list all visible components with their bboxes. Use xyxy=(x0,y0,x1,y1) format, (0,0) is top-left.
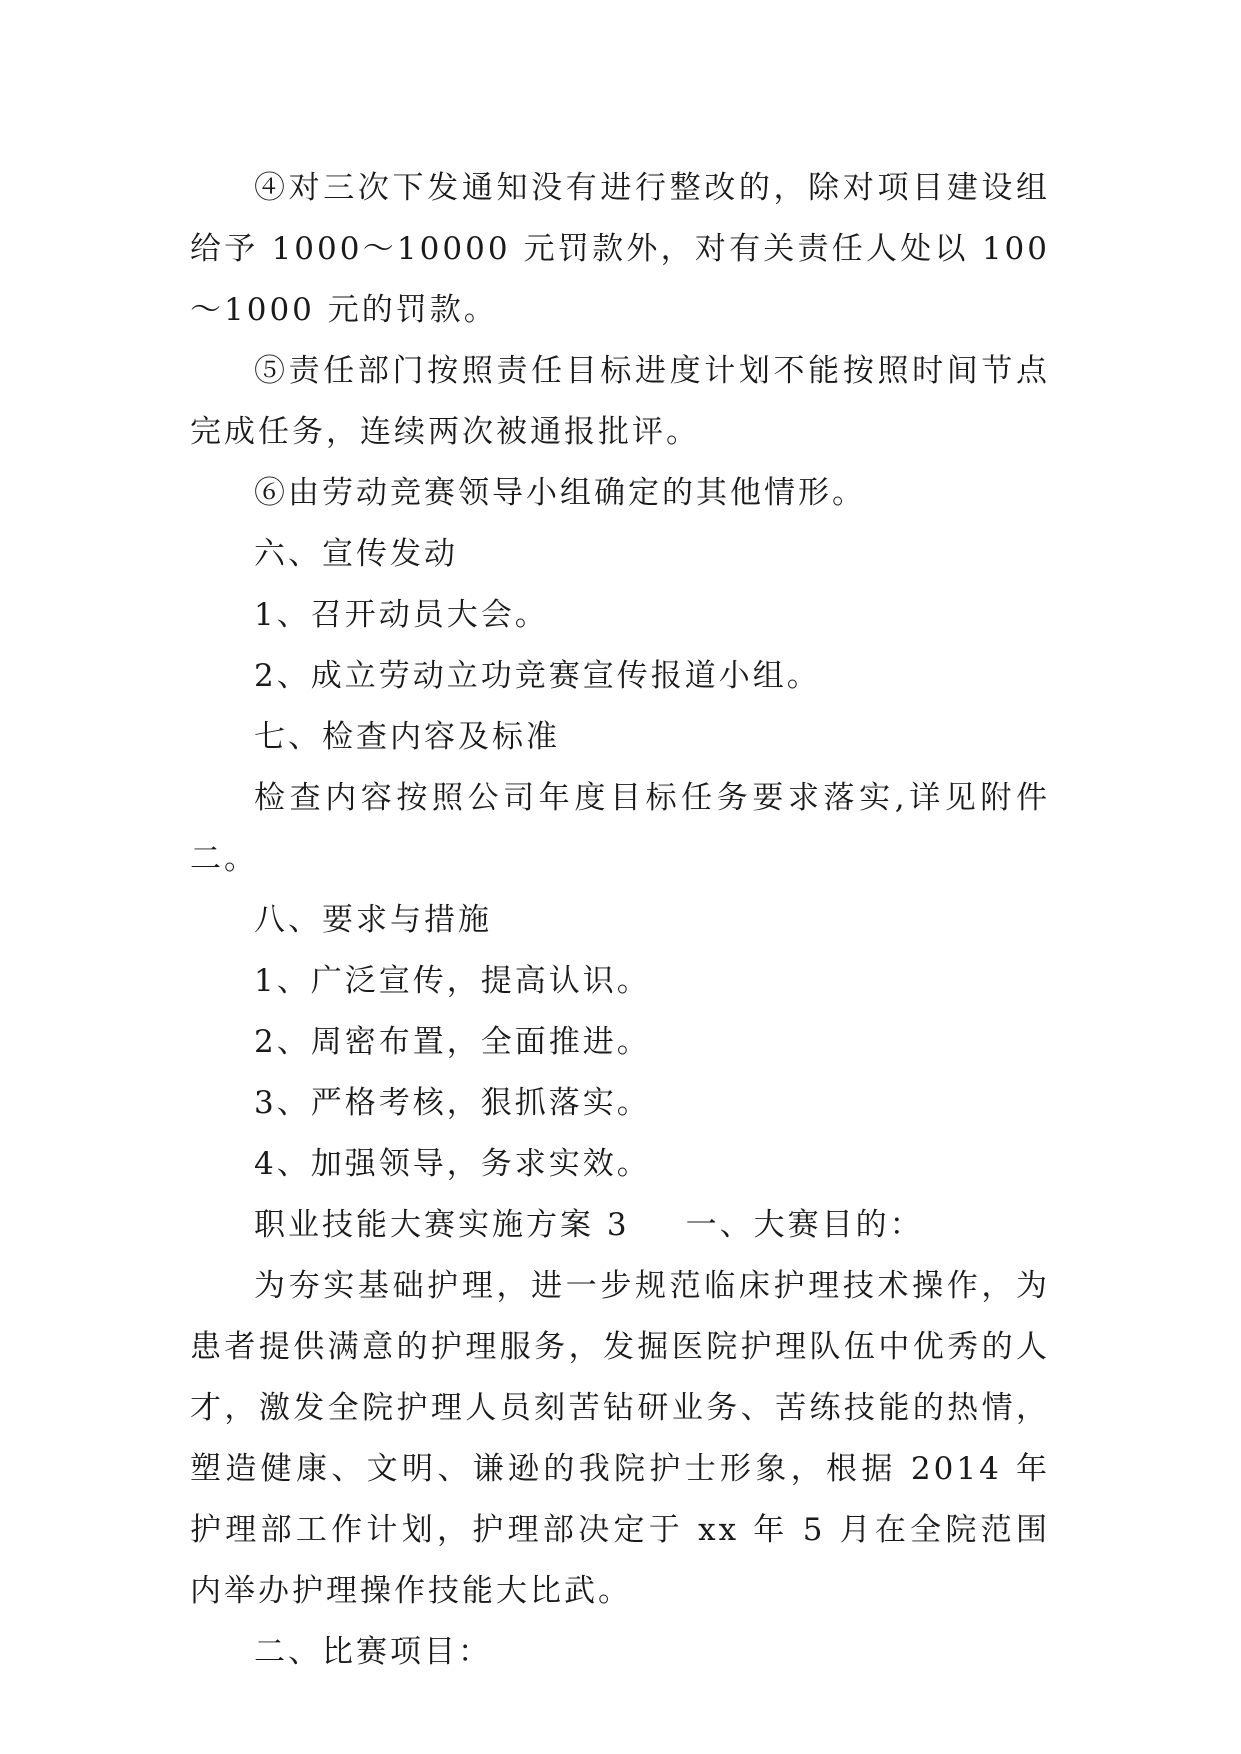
section-subheading: 一、大赛目的： xyxy=(685,1207,924,1243)
document-body xyxy=(190,158,1050,1683)
heading-publicity: 六、宣传发动 xyxy=(254,536,458,572)
heading-requirements: 八、要求与措施 xyxy=(254,902,492,938)
heading-competition-items: 二、比赛项目： xyxy=(254,1634,492,1670)
list-item-publicity-1: 1、召开动员大会。 xyxy=(254,597,549,633)
paragraph-penalty-6: ⑥由劳动竞赛领导小组确定的其他情形。 xyxy=(254,475,866,511)
list-item-requirement-1: 1、广泛宣传，提高认识。 xyxy=(254,963,651,999)
heading-inspection: 七、检查内容及标准 xyxy=(254,719,560,755)
list-item-requirement-2: 2、周密布置，全面推进。 xyxy=(254,1024,651,1060)
list-item-requirement-3: 3、严格考核，狠抓落实。 xyxy=(254,1085,651,1121)
paragraph-penalty-5: ⑤责任部门按照责任目标进度计划不能按照时间节点完成任务，连续两次被通报批评。 xyxy=(190,353,1050,450)
section-heading-line xyxy=(190,1195,1050,1256)
paragraph-purpose: 为夯实基础护理，进一步规范临床护理技术操作，为患者提供满意的护理服务，发掘医院护理队伍中优秀的人才，激发全院护理人员刻苦钻研业务、苦练技能的热情，塑造健康、文明、谦逊的我院护士形象，根据 2014 年护理部工作计划，护理部决定于 xx 年 5 月在全院范围内举办护理操作技能大比武。 xyxy=(190,1268,1050,1609)
list-item-requirement-4: 4、加强领导，务求实效。 xyxy=(254,1146,651,1182)
paragraph-penalty-4: ④对三次下发通知没有进行整改的，除对项目建设组给予 1000～10000 元罚款外，对有关责任人处以 100～1000 元的罚款。 xyxy=(190,170,1050,328)
paragraph-inspection: 检查内容按照公司年度目标任务要求落实,详见附件二。 xyxy=(190,780,1050,877)
list-item-publicity-2: 2、成立劳动立功竞赛宣传报道小组。 xyxy=(254,658,821,694)
section-title: 职业技能大赛实施方案 3 xyxy=(254,1207,630,1243)
